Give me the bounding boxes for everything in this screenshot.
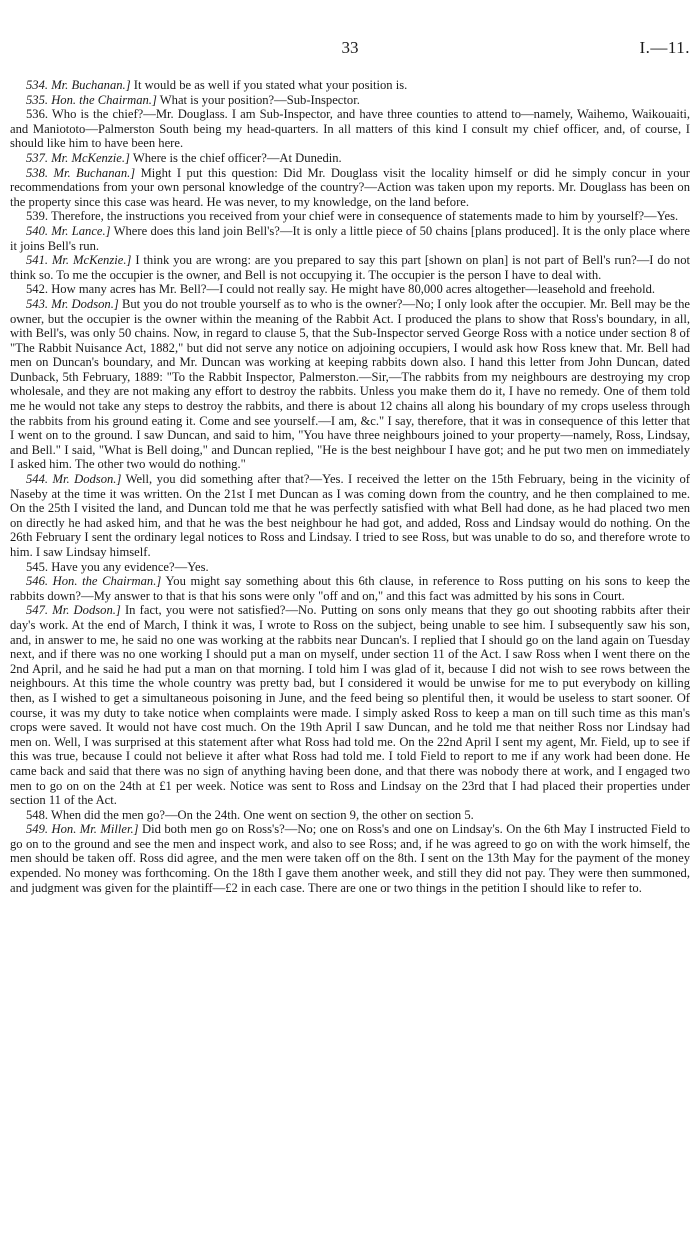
- speaker: 534. Mr. Buchanan.]: [26, 78, 131, 92]
- speaker: 544. Mr. Dodson.]: [26, 472, 122, 487]
- paragraph-546: [10, 574, 690, 603]
- paragraph-text: You might say something about this 6th clause, in reference to Ross putting on his sons to keep the rabbits down?—My answer to that is that his sons were only "off and on," and this fact was admitted by his sons in Court.: [10, 574, 691, 603]
- paragraph-541: [10, 253, 690, 282]
- paragraph-549: [10, 822, 690, 895]
- paragraph-text: In fact, you were not satisfied?—No. Putting on sons only means that they go out shooting rabbits after their day's work. At the end of March, I think it was, I wrote to Ross on the subject, being unable to see him. I subsequently saw his son, and, in answer to me, he said no one was working at the rabbits near Duncan's. I replied that I should go on the land again on Tuesday next, and if there was no one working I should put a man on myself, under section 11 of the Act. I saw Ross when I went there on the 2nd April, and he said he had put a man on that morning. I told him I was glad of it, because I did not wish to see rows between the neighbours. At this time the whole country was pretty bad, but I considered it would be unwise for me to put everybody on killing then, as I wished to get a simultaneous poisoning in June, and the feed being so plentiful then, it would be useless to start sooner. Of course, it was my duty to take notice when complaints were made. I simply asked Ross to keep a man on till such time as this man's crops were saved. It would not have cost much. On the 19th April I saw Duncan, and he told me that neither Ross nor Lindsay had men on. Well, I was surprised at this statement after what Ross had told me. On the 22nd April I sent my agent, Mr. Field, up to see if this was true, because I could not believe it after what Ross had told me. I told Field to report to me if any work had been done. He came back and said that there was no sign of anything having been done, and that there was nobody there at work, and I engaged two men to go on on the 24th at £1 per week. Notice was sent to Ross and Lindsay on the 23rd that I had placed their properties under section 11 of the Act.: [10, 603, 690, 808]
- page-header: [10, 38, 690, 58]
- speaker: 547. Mr. Dodson.]: [26, 603, 121, 618]
- paragraph-547: [10, 603, 690, 807]
- paragraph-543: [10, 297, 690, 472]
- speaker: 535. Hon. the Chairman.]: [26, 92, 157, 107]
- paragraph-text: Did both men go on Ross's?—No; one on Ross's and one on Lindsay's. On the 6th May I instructed Field to go on to the ground and see the men and inspect work, and also to see Ross; and, if he was agreed to go on with the work himself, the men should be taken off. Ross did agree, and the men were taken off on the 8th. I sent on the 13th May for the payment of the money expended. No money was forthcoming. On the 18th I gave them another week, and still they did not pay. They were then summoned, and judgment was given for the plaintiff—£2 in each case. There are one or two things in the petition I should like to refer to.: [10, 822, 690, 895]
- paragraph-548: [10, 808, 690, 823]
- paragraph-text: 548. When did the men go?—On the 24th. One went on section 9, the other on section 5.: [26, 807, 474, 822]
- paragraph-544: [10, 472, 690, 560]
- speaker: 538. Mr. Buchanan.]: [26, 165, 136, 180]
- speaker: 546. Hon. the Chairman.]: [26, 574, 162, 589]
- paragraph-text: Well, you did something after that?—Yes. I received the letter on the 15th February, being in the vicinity of Naseby at the time it was written. On the 21st I met Duncan as I was coming down from the country, and he then complained to me. On the 25th I visited the land, and Duncan told me that he was perfectly satisfied with what Bell had done, as he had placed two men on directly he had asked him, and that he was the best neighbour he had got, and added, Ross and Lindsay would do nothing. On the 26th February I sent the ordinary legal notices to Ross and Lindsay. I tried to see Ross, but was unable to do so, and therefore wrote to him. I saw Lindsay himself.: [10, 472, 691, 559]
- speaker: 543. Mr. Dodson.]: [26, 296, 119, 311]
- page-number: 33: [341, 38, 359, 57]
- speaker: 540. Mr. Lance.]: [26, 223, 111, 238]
- paragraph-text: 536. Who is the chief?—Mr. Douglass. I am Sub-Inspector, and have three counties to attend to—namely, Waihemo, Waikouaiti, and Maniototo—Palmerston South being my head-quarters. In all matters of this kind I consult my chief officer, and, of course, I should like him to have been here.: [10, 107, 690, 151]
- paragraph-text: Where is the chief officer?—At Dunedin.: [132, 150, 342, 165]
- paragraph-539: [10, 209, 690, 224]
- speaker: 549. Hon. Mr. Miller.]: [26, 822, 139, 837]
- paragraph-536: [10, 107, 690, 151]
- paragraph-text: 545. Have you any evidence?—Yes.: [26, 559, 209, 574]
- paragraph-text: Where does this land join Bell's?—It is only a little piece of 50 chains [plans produced]. It is the only place where it joins Bell's run.: [10, 223, 691, 253]
- paragraph-540: [10, 224, 690, 253]
- paragraph-535: [10, 93, 690, 108]
- paragraph-534: [10, 78, 690, 93]
- paragraph-text: I think you are wrong: are you prepared to say this part [shown on plan] is not part of Bell's run?—I do not think so. To me the occupier is the owner, and Bell is not occupying it. The occupier is the person I have to deal with.: [10, 253, 690, 282]
- paragraph-text: What is your position?—Sub-Inspector.: [159, 92, 360, 107]
- paragraph-538: [10, 166, 690, 210]
- paragraph-545: [10, 560, 690, 575]
- document-reference: I.—11.: [639, 38, 690, 57]
- paragraph-text: 542. How many acres has Mr. Bell?—I could not really say. He might have 80,000 acres altogether—leasehold and freehold.: [26, 282, 656, 297]
- paragraph-text: It would be as well if you stated what your position is.: [133, 78, 408, 92]
- paragraph-text: 539. Therefore, the instructions you received from your chief were in consequence of statements made to him by yourself?—Yes.: [26, 209, 679, 224]
- paragraph-text: Might I put this question: Did Mr. Douglass visit the locality himself or did he simply concur in your recommendations from your own personal knowledge of the country?—Action was taken upon my reports. Mr. Douglass has been on the property since this case was heard. He was never, to my knowledge, on the land before.: [10, 165, 690, 209]
- paragraph-537: [10, 151, 690, 166]
- paragraph-text: But you do not trouble yourself as to who is the owner?—No; I only look after the occupier. Mr. Bell may be the owner, but the occupier is the owner within the meaning of the Rabbit Act. I produced the plans to show that Ross's boundary, in all, with Bell's, was only 50 chains. Now, in regard to clause 5, that the Sub-Inspector served George Ross with a notice under section 8 of "The Rabbit Nuisance Act, 1882," but did not serve any notice on adjoining occupiers, I would ask how Ross knew that. Mr. Bell had men on Duncan's boundary, and Mr. Duncan was working at keeping rabbits down also. I hand this letter from John Duncan, dated Dunback, 5th February, 1889: "To the Rabbit Inspector, Palmerston.—Sir,—The rabbits from my neighbours are destroying my crop wholesale, and they are not making any effort to destroy the rabbits. Unless you make them do it, I have no remedy. One of them told me he would not take any steps to destroy the rabbits, and there is about 12 chains all along his boundary of my crops useless through the rabbits from his ground eating it. Come and see yourself.—I am, &c." I say, therefore, that it was in consequence of this letter that I went on to the ground. I saw Duncan, and said to him, "You have three neighbours joined to your property—namely, Ross, Lindsay, and Bell." I said, "What is Bell doing," and Duncan replied, "He is the best neighbour I have got; and he put two men on immediately I asked him. The other two would do nothing.": [10, 296, 690, 472]
- speaker: 541. Mr. McKenzie.]: [26, 253, 132, 268]
- speaker: 537. Mr. McKenzie.]: [26, 150, 130, 165]
- paragraph-542: [10, 282, 690, 297]
- document-body: [10, 78, 690, 895]
